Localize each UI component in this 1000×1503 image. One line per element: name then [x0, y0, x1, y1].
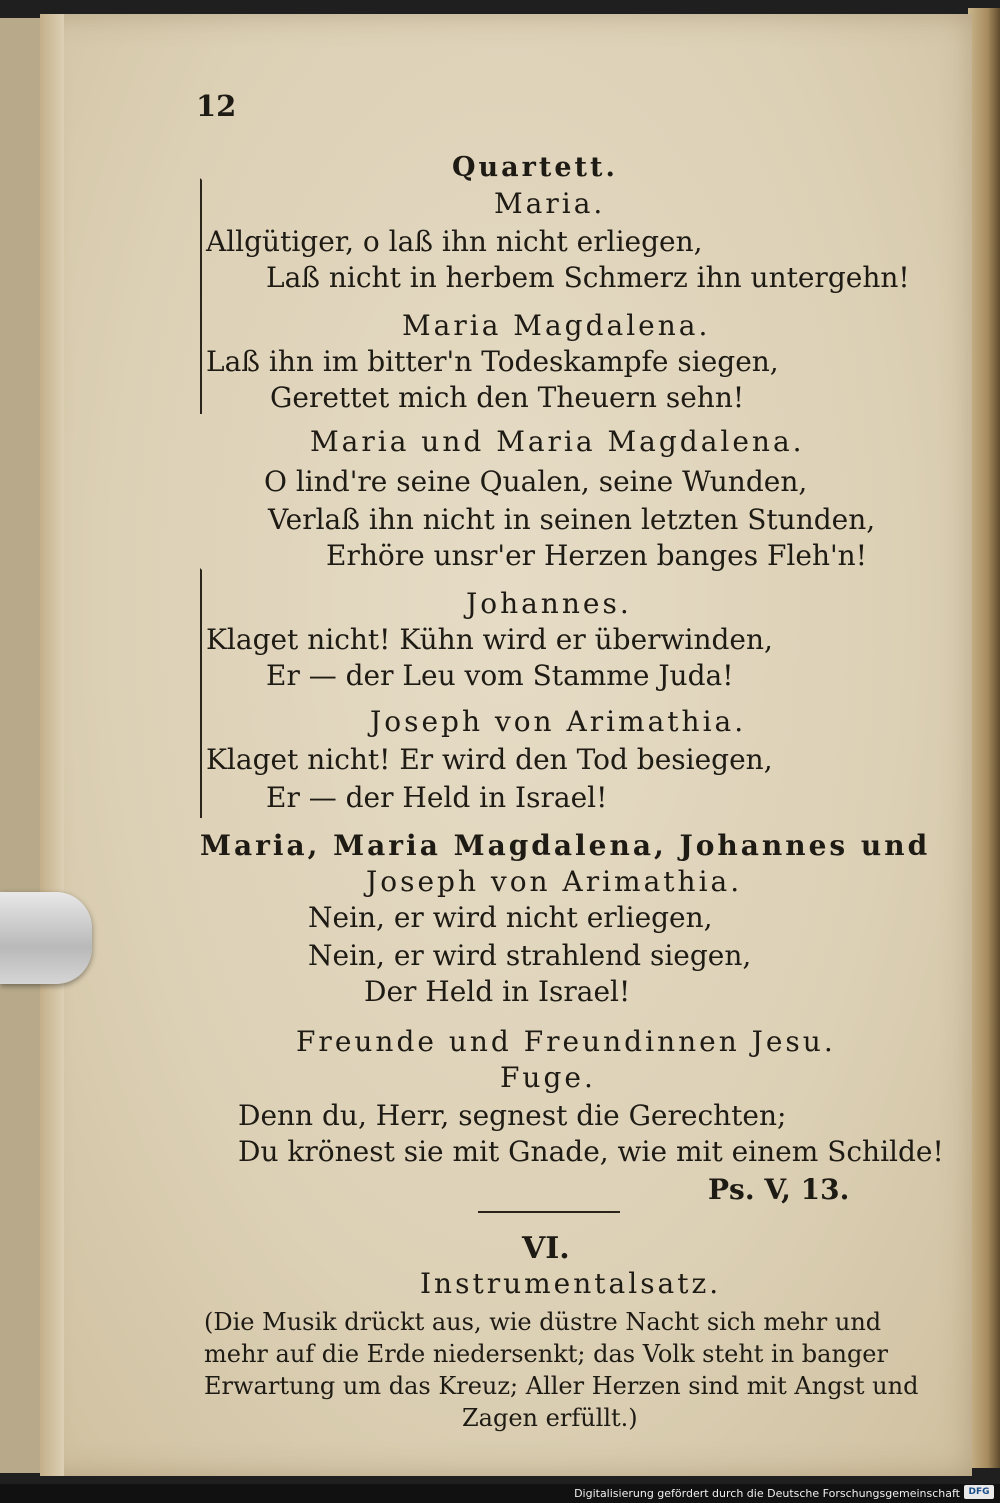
speaker-friends: Freunde und Freundinnen Jesu. [296, 1025, 836, 1058]
stage-direction-line: Zagen erfüllt.) [462, 1404, 638, 1432]
verse-line: Klaget nicht! Er wird den Tod besiegen, [206, 743, 773, 776]
verse-line: Der Held in Israel! [364, 975, 631, 1008]
footer-credit: Digitalisierung gefördert durch die Deutsche Forschungsgemeinschaft [574, 1487, 960, 1500]
verse-line: Du krönest sie mit Gnade, wie mit einem Schilde! [238, 1135, 944, 1168]
divider-rule [478, 1211, 620, 1213]
brace-left [200, 178, 202, 414]
verse-line: Klaget nicht! Kühn wird er überwinden, [206, 623, 773, 656]
verse-line: Nein, er wird nicht erliegen, [308, 901, 713, 934]
verse-line: O lind're seine Qualen, seine Wunden, [264, 465, 808, 498]
verse-line: Nein, er wird strahlend siegen, [308, 939, 752, 972]
verse-line: Erhöre unsr'er Herzen banges Fleh'n! [326, 539, 867, 572]
speaker-johannes: Johannes. [466, 587, 632, 620]
verse-line: Laß ihn im bitter'n Todeskampfe siegen, [206, 345, 779, 378]
stage-direction-line: mehr auf die Erde niedersenkt; das Volk steht in banger [204, 1340, 888, 1368]
speaker-maria-und-magdalena: Maria und Maria Magdalena. [310, 425, 805, 458]
clip-tab [0, 892, 92, 984]
speaker-maria: Maria. [494, 187, 606, 220]
page-gutter [40, 14, 64, 1476]
brace-left [200, 568, 202, 818]
verse-line: Er — der Leu vom Stamme Juda! [266, 659, 734, 692]
verse-line: Denn du, Herr, segnest die Gerechten; [238, 1099, 787, 1132]
speaker-all-continued: Joseph von Arimathia. [366, 865, 743, 898]
page-number: 12 [196, 89, 237, 123]
verse-line: Verlaß ihn nicht in seinen letzten Stunden, [268, 503, 876, 536]
verse-line: Allgütiger, o laß ihn nicht erliegen, [206, 225, 703, 258]
speaker-all: Maria, Maria Magdalena, Johannes und [200, 829, 931, 862]
underlying-page-edge [0, 18, 40, 1473]
book-cover-edge [968, 8, 1000, 1468]
part-title: Instrumentalsatz. [420, 1267, 722, 1300]
subheading-fuge: Fuge. [500, 1061, 596, 1094]
section-heading: Quartett. [452, 152, 618, 183]
dfg-logo: DFG [964, 1485, 994, 1499]
speaker-joseph: Joseph von Arimathia. [370, 705, 747, 738]
verse-line: Laß nicht in herbem Schmerz ihn untergehn! [266, 261, 910, 294]
psalm-reference: Ps. V, 13. [708, 1173, 850, 1206]
verse-line: Gerettet mich den Theuern sehn! [270, 381, 745, 414]
stage-direction-line: (Die Musik drückt aus, wie düstre Nacht sich mehr und [204, 1308, 882, 1336]
speaker-maria-magdalena: Maria Magdalena. [402, 309, 711, 342]
verse-line: Er — der Held in Israel! [266, 781, 608, 814]
stage-direction-line: Erwartung um das Kreuz; Aller Herzen sind mit Angst und [204, 1372, 919, 1400]
part-numeral: VI. [522, 1231, 570, 1266]
